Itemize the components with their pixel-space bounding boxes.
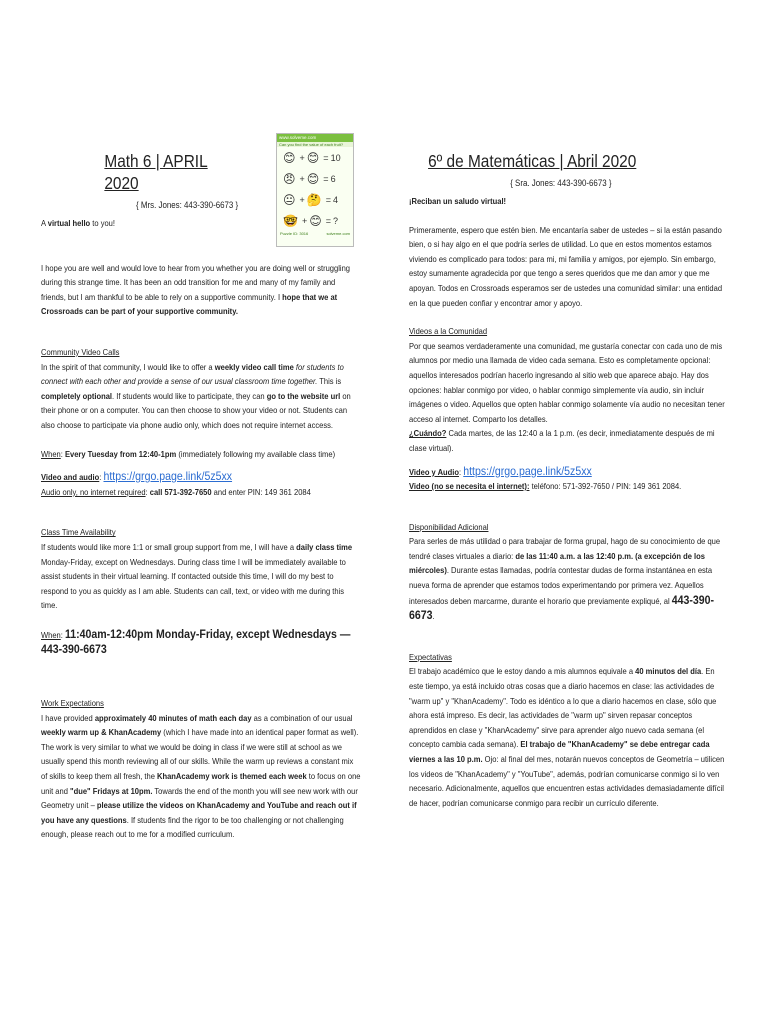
video-audio-line: Video and audio: https://grgo.page.link/5z5xx <box>41 469 233 484</box>
page-title: Math 6 | APRIL 2020 <box>104 151 208 193</box>
puzzle-header: www.solveme.com <box>277 134 353 142</box>
class-time-heading: Class Time Availability <box>41 527 116 538</box>
video-when-es: ¿Cuándo? Cada martes, de las 12:40 a la 1 p.m. (es decir, inmediatamente después de mi clase virtual). <box>409 428 715 453</box>
teacher-contact: { Mrs. Jones: 443-390-6673 } <box>136 200 239 210</box>
greeting: A virtual hello to you! <box>41 218 115 228</box>
puzzle-footer-left: Puzzle ID: 3016 <box>280 231 309 236</box>
greeting-es: ¡Reciban un saludo virtual! <box>409 196 507 206</box>
video-calls-heading: Community Video Calls <box>41 346 120 357</box>
smiley-icon: 😊 <box>306 171 320 186</box>
english-column <box>41 150 361 842</box>
intro-paragraph-es: Primeramente, espero que estén bien. Me encantaría saber de ustedes – si la están pasando bien, o si hay algo en el que podría serles de utilidad. Lo que en estos momentos estamos viviendo es complicado para todos: para mi, mi familia y amigos, por ejemplo. Sin embargo, estoy sumamente agradecida por que tengo a seres queridos que me dan amor y que me apoyan. Todos en Crossroads esperamos ser de ustedes una comunidad similar: una entidad en la que pueden confiar y encontrar amor y apoyo. <box>409 224 723 308</box>
nerd-face-icon: 🤓 <box>283 213 298 228</box>
video-call-link-es[interactable]: https://grgo.page.link/5z5xx <box>463 463 592 478</box>
puzzle-subheader: Can you find the value of each fruit? <box>277 142 353 147</box>
video-calls-paragraph: In the spirit of that community, I would like to offer a weekly video call time for students to connect with each other and provide a sense of our usual classroom time together. This is completely optional. If students would like to participate, they can go to the website url on their phone or on a computer. You can then choose to show your video or not. Students can also choose to participate via phone audio only, which does not require internet access. <box>41 361 351 430</box>
puzzle-row: 😐 + 🤔 = 4 <box>283 192 339 207</box>
smiley-icon: 😊 <box>306 150 320 165</box>
audio-only-line: Audio only, no internet required: call 571-392-7650 and enter PIN: 149 361 2084 <box>41 486 311 497</box>
spanish-column <box>409 150 729 810</box>
puzzle-result: 4 <box>333 194 339 205</box>
neutral-face-icon: 😐 <box>283 192 296 207</box>
puzzle-result: ? <box>333 215 339 226</box>
puzzle-result: 6 <box>330 173 336 184</box>
smiley-icon: 😊 <box>309 213 322 228</box>
expectations-heading-es: Expectativas <box>409 651 452 662</box>
work-expectations-paragraph: I have provided approximately 40 minutes of math each day as a combination of our usual weekly warm up & KhanAcademy (which I have made into an identical paper format as well). The work is very similar to what we would be doing in class if we were still at school as we usually spend this month reviewing all of our skills. While the warm up reviews a constant mix of skills to keep them all fresh, the KhanAcademy work is themed each week to focus on one unit and "due" Fridays at 10pm. Towards the end of the month you will see new work with our Geometry unit – please utilize the videos on KhanAcademy and YouTube and reach out if you have any questions. If students find the rigor to be too challenging or not challenging enough, please reach out to me for a modified curriculum. <box>41 712 361 840</box>
puzzle-footer-right: solveme.com <box>326 231 350 236</box>
availability-paragraph-es: Para serles de más utilidad o para trabajar de forma grupal, hago de su conocimiento de que tendré clases virtuales a diario: de las 11:40 a.m. a las 12:40 p.m. (a excepción de los miércoles). Durante estas llamadas, podría contestar dudas de forma instantánea en esta nueva forma de aprender que estamos todos experimentando por primera vez. Aquellos interesados deben marcarme, durante el horario que previamente expliqué, al 443-390-6673. <box>409 536 721 623</box>
teacher-contact-es: { Sra. Jones: 443-390-6673 } <box>510 178 612 188</box>
class-time-paragraph: If students would like more 1:1 or small group support from me, I will have a daily class time Monday-Friday, except on Wednesdays. During class time I will be immediately available to assist students in their virtual learning. If contacted outside this time, I will do my best to respond to you as quickly as I am able. Students can call, text, or video with me during this time. <box>41 541 353 611</box>
page-title-es: 6º de Matemáticas | Abril 2020 <box>428 151 637 171</box>
intro-paragraph: I hope you are well and would love to hear from you whether you are doing well or struggling during this strange time. It has been an odd transition for me and many of my family and friends, but I am thankful to be able to rely on a supportive community. I hope that we at Crossroads can be part of your supportive community. <box>41 262 350 317</box>
video-calls-paragraph-es: Por que seamos verdaderamente una comunidad, me gustaría conectar con cada uno de mis alumnos por medio una llamada de video cada semana. Esto es completamente opcional: aquellos interesados podrían hacerlo ingresando al sitio web que aparece abajo. Hay dos opciones: hablar conmigo por video, o hablar conmigo simplemente vía audio, sin incluir imágenes o video. Aquellos que opten hablar conmigo solamente vía audio no necesitan tener acceso al internet. Comparto los detalles. <box>409 340 725 424</box>
video-calls-heading-es: Videos a la Comunidad <box>409 326 488 337</box>
puzzle-row: 😊 + 😊 = 10 <box>283 150 341 165</box>
video-audio-line-es: Video y Audio: https://grgo.page.link/5z5xx <box>409 463 592 478</box>
thinking-face-icon: 🤔 <box>306 192 322 207</box>
expectations-paragraph-es: El trabajo académico que le estoy dando a mis alumnos equivale a 40 minutos del día. En este tiempo, ya está incluido otras cosas que a diario hacemos en clase: las actividades de "warm up" y "KhanAcademy". Todo es idéntico a lo que a diario hacemos en clase, sólo que ahora está impreso. Es decir, las actividades de "warm up" sirven repasar conceptos aprendidos en clase y "KhanAcademy" sirve para aprender algo nuevo cada semana (el concepto cambia cada semana). El trabajo de "KhanAcademy" se debe entregar cada viernes a las 10 p.m. Ojo: al final del mes, notarán nuevos conceptos de Geometría – utilicen los videos de "KhanAcademy" y "YouTube", además, podrían comunicarse conmigo si lo ven necesario. Adicionalmente, aquellos que encuentren estas actividades demasiadamente difícil de hacer, podrían comunicarse conmigo para recibir un currículo diferente. <box>409 666 725 808</box>
class-time-when: When: 11:40am-12:40pm Monday-Friday, except Wednesdays — 443-390-6673 <box>41 626 351 657</box>
work-expectations-heading: Work Expectations <box>41 698 104 709</box>
audio-only-line-es: Video (no se necesita el internet): teléfono: 571-392-7650 / PIN: 149 361 2084. <box>409 481 682 492</box>
puzzle-row: 🤓 + 😊 = ? <box>283 213 339 228</box>
angry-face-icon: 😠 <box>283 171 296 186</box>
availability-heading-es: Disponibilidad Adicional <box>409 521 489 532</box>
puzzle-result: 10 <box>330 152 341 163</box>
video-call-link[interactable]: https://grgo.page.link/5z5xx <box>103 469 233 484</box>
smiley-icon: 😊 <box>283 150 296 165</box>
puzzle-row: 😠 + 😊 = 6 <box>283 171 336 186</box>
video-when: When: Every Tuesday from 12:40-1pm (immediately following my available class time) <box>41 448 336 459</box>
